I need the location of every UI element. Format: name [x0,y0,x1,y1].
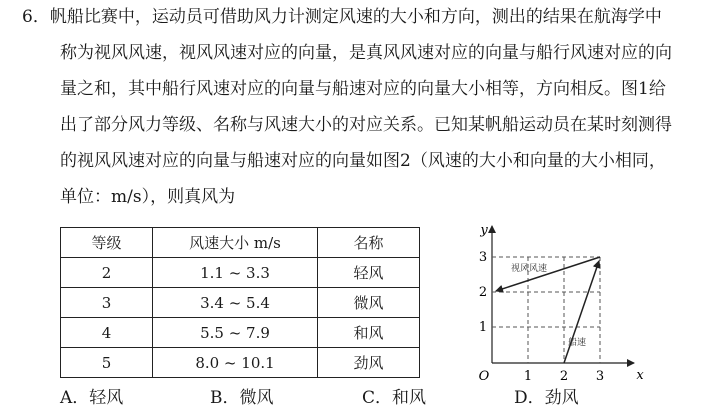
y-tick-label: 1 [478,320,488,335]
apparent-wind-vector [496,257,600,291]
apparent-wind-label: 视风风速 [511,264,548,274]
y-tick-label: 2 [478,285,488,300]
table-cell: 5.5 ~ 7.9 [153,318,318,348]
vector-figure [462,220,662,385]
table-row [61,348,420,378]
question-line-6: 单位：m/s），则真风为 [60,187,236,207]
option-a[interactable]: A．轻风 [60,388,124,408]
wind-level-table [60,227,420,378]
option-b[interactable]: B．微风 [210,388,274,408]
question-line-3: 量之和，其中船行风速对应的向量与船速对应的向量大小相等，方向相反。图1给 [60,79,666,99]
table-cell: 4 [61,318,153,348]
table-cell: 5 [61,348,153,378]
table-cell: 轻风 [318,258,420,288]
table-cell: 3.4 ~ 5.4 [153,288,318,318]
table-cell: 微风 [318,288,420,318]
table-cell: 2 [61,258,153,288]
table-header-speed: 风速大小 m/s [153,228,318,258]
y-tick-label: 3 [478,250,488,265]
table-cell: 劲风 [318,348,420,378]
x-tick-label: 2 [559,369,569,384]
x-tick-label: 1 [523,369,533,384]
y-axis-label: y [480,223,488,238]
origin-label: O [478,369,490,384]
table-header-name: 名称 [318,228,420,258]
boat-speed-label: 船速 [568,338,587,348]
table-header-row [61,228,420,258]
table-header-level: 等级 [61,228,153,258]
question-line-4: 出了部分风力等级、名称与风速大小的对应关系。已知某帆船运动员在某时刻测得 [60,115,672,135]
table-cell: 和风 [318,318,420,348]
question-line-1: 6．帆船比赛中，运动员可借助风力计测定风速的大小和方向，测出的结果在航海学中 [22,7,662,27]
table-cell: 8.0 ~ 10.1 [153,348,318,378]
x-axis-label: x [636,368,644,383]
option-d[interactable]: D．劲风 [514,388,579,408]
table-cell: 3 [61,288,153,318]
table-row [61,318,420,348]
table-row [61,258,420,288]
table-row [61,288,420,318]
question-line-2: 称为视风风速，视风风速对应的向量，是真风风速对应的向量与船行风速对应的向 [60,43,672,63]
table-cell: 1.1 ~ 3.3 [153,258,318,288]
x-tick-label: 3 [595,369,605,384]
option-c[interactable]: C．和风 [362,388,427,408]
question-line-5: 的视风风速对应的向量与船速对应的向量如图2（风速的大小和向量的大小相同， [60,151,666,171]
